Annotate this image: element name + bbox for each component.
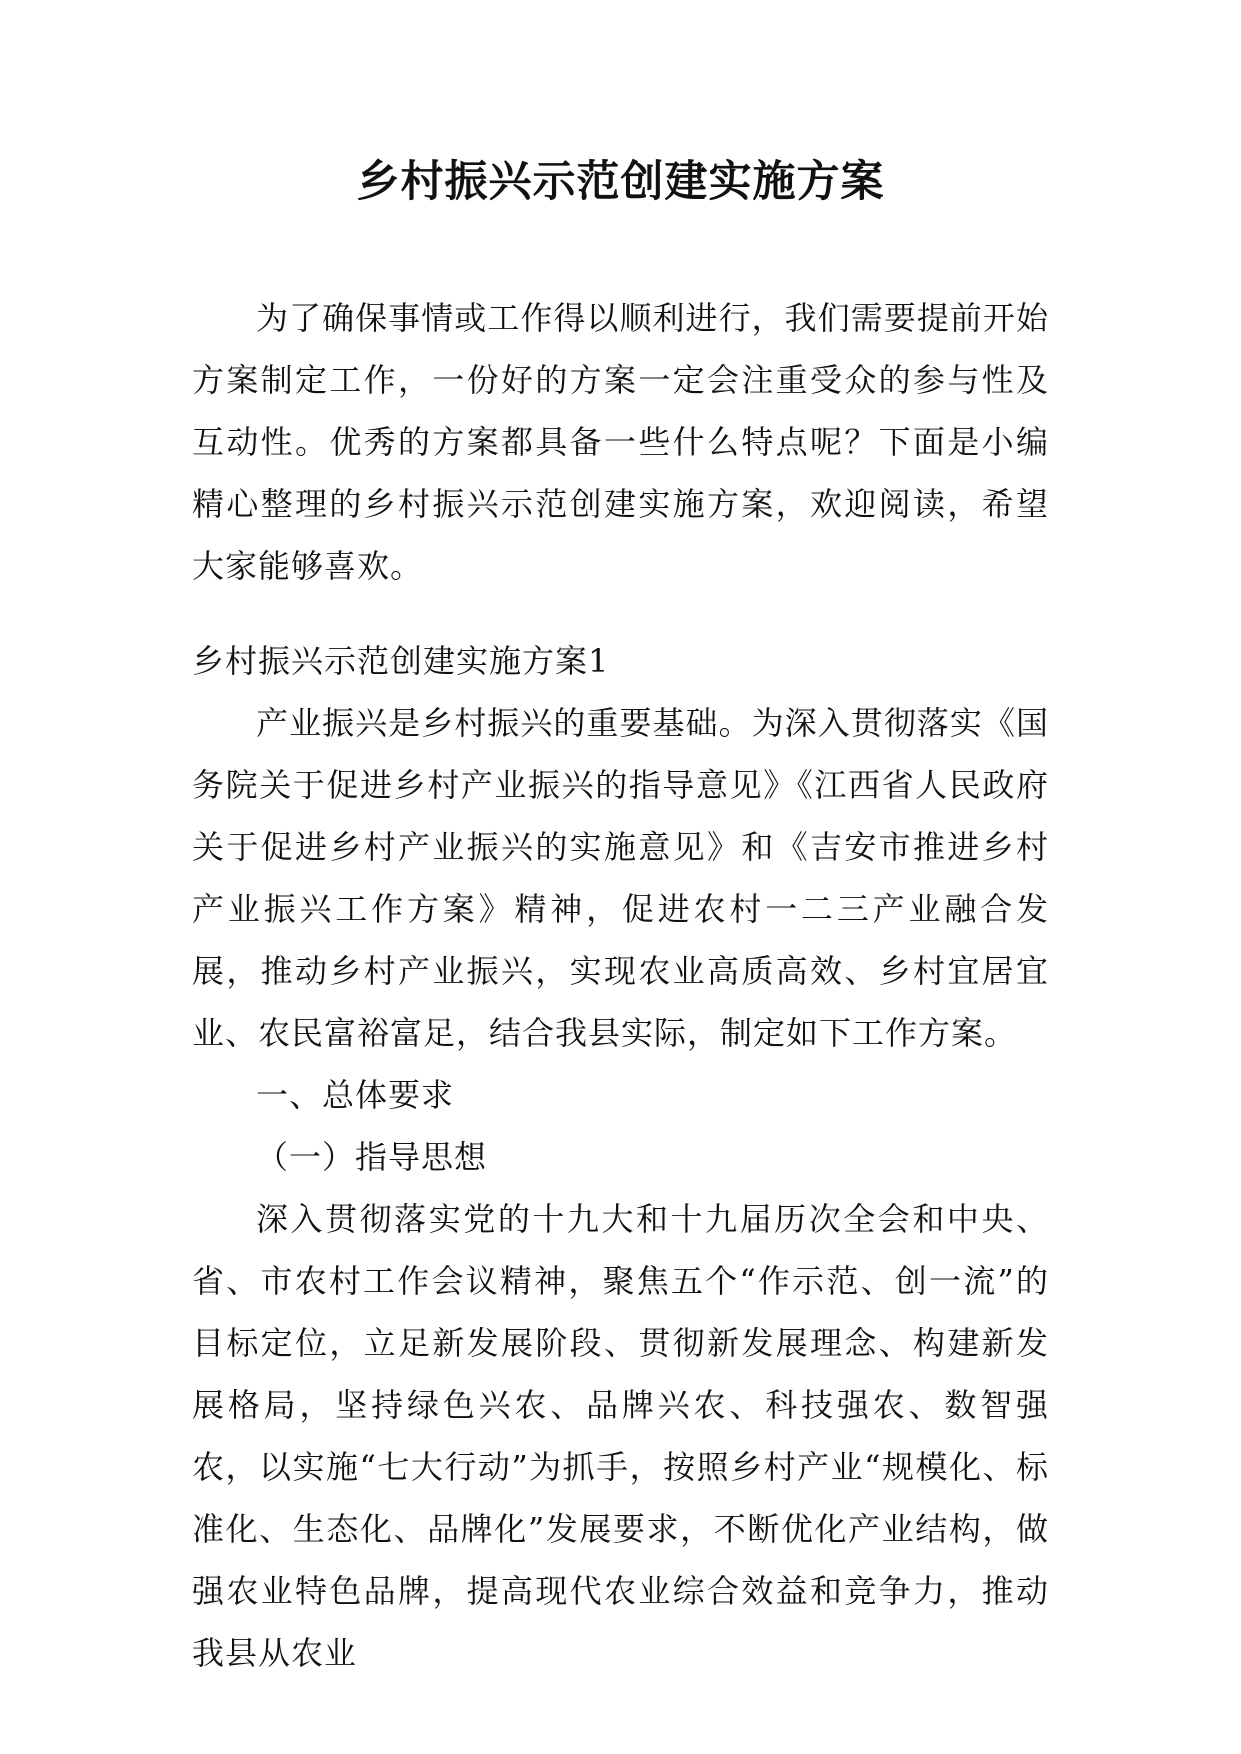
section-heading: 乡村振兴示范创建实施方案1 <box>192 642 610 680</box>
document-body <box>192 287 1049 1684</box>
document-title: 乡村振兴示范创建实施方案 <box>356 157 885 207</box>
heading-guiding-ideology: （一）指导思想 <box>256 1138 488 1176</box>
body-paragraph-2: 深入贯彻落实党的十九大和十九届历次全会和中央、省、市农村工作会议精神，聚焦五个“作示范、创一流”的目标定位，立足新发展阶段、贯彻新发展理念、构建新发展格局，坚持绿色兴农、品牌兴农、科技强农、数智强农，以实施“七大行动”为抓手，按照乡村产业“规模化、标准化、生态化、品牌化”发展要求，不断优化产业结构，做强农业特色品牌，提高现代农业综合效益和竞争力，推动我县从农业 <box>192 1200 1049 1672</box>
heading-general-requirements: 一、总体要求 <box>256 1076 455 1114</box>
intro-paragraph: 为了确保事情或工作得以顺利进行，我们需要提前开始方案制定工作，一份好的方案一定会注重受众的参与性及互动性。优秀的方案都具备一些什么特点呢？下面是小编精心整理的乡村振兴示范创建实施方案，欢迎阅读，希望大家能够喜欢。 <box>192 299 1049 585</box>
body-paragraph-1: 产业振兴是乡村振兴的重要基础。为深入贯彻落实《国务院关于促进乡村产业振兴的指导意见》《江西省人民政府关于促进乡村产业振兴的实施意见》和《吉安市推进乡村产业振兴工作方案》精神，促进农村一二三产业融合发展，推动乡村产业振兴，实现农业高质高效、乡村宜居宜业、农民富裕富足，结合我县实际，制定如下工作方案。 <box>192 704 1049 1052</box>
